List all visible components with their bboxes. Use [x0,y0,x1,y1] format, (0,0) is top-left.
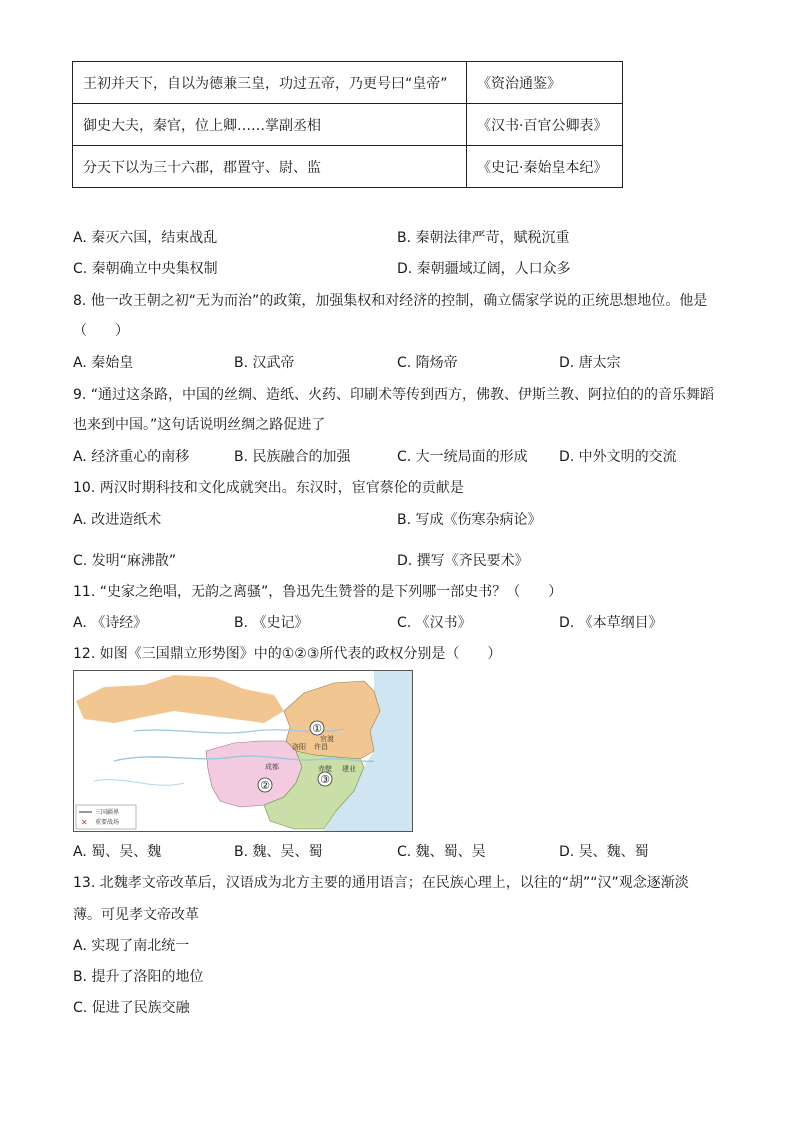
q12-option-d[interactable]: D. 吴、魏、蜀 [559,844,649,860]
q10-option-c[interactable]: C. 发明“麻沸散” [73,553,177,569]
q8-option-a[interactable]: A. 秦始皇 [73,355,134,371]
city-chibi: 赤壁 [318,765,332,773]
marker-1-label: ① [312,722,322,735]
q9-option-a[interactable]: A. 经济重心的南移 [73,449,190,465]
city-xuchang: 许昌 [314,743,328,751]
table-row [73,104,623,146]
q11-option-a[interactable]: A. 《诗经》 [73,615,148,631]
q12-option-c[interactable]: C. 魏、蜀、吴 [397,844,486,860]
q12-stem: 12. 如图《三国鼎立形势图》中的①②③所代表的政权分别是（ ） [73,646,502,662]
table-cell-source: 《史记·秦始皇本纪》 [467,146,623,188]
legend-battle-icon: ✕ [81,818,88,827]
city-guandu: 官渡 [320,735,334,743]
table-cell-source: 《资治通鉴》 [467,62,623,104]
table-row [73,62,623,104]
q8-option-b[interactable]: B. 汉武帝 [234,355,295,371]
map-svg [74,671,412,831]
q10-option-b[interactable]: B. 写成《伤寒杂病论》 [397,512,542,528]
table-cell-source: 《汉书·百官公卿表》 [467,104,623,146]
q10-option-d[interactable]: D. 撰写《齐民要术》 [397,553,529,569]
q13-option-c[interactable]: C. 促进了民族交融 [73,1000,190,1016]
q7-option-a[interactable]: A. 秦灭六国，结束战乱 [73,230,218,246]
city-chengdu: 成都 [265,763,279,771]
q11-stem: 11. “史家之绝唱，无韵之离骚”，鲁迅先生赞誉的是下列哪一部史书？（ ） [73,584,563,600]
q13-option-b[interactable]: B. 提升了洛阳的地位 [73,969,204,985]
q9-option-d[interactable]: D. 中外文明的交流 [559,449,677,465]
q13-option-a[interactable]: A. 实现了南北统一 [73,938,190,954]
q13-stem-line1: 13. 北魏孝文帝改革后，汉语成为北方主要的通用语言；在民族心理上，以往的“胡”“汉”观念逐渐淡 [73,875,689,891]
q11-option-c[interactable]: C. 《汉书》 [397,615,472,631]
table-cell-text: 分天下以为三十六郡，郡置守、尉、监 [73,146,467,188]
q8-option-c[interactable]: C. 隋炀帝 [397,355,458,371]
legend-border-label: 三国疆界 [95,809,120,816]
table-row [73,146,623,188]
q12-option-a[interactable]: A. 蜀、吴、魏 [73,844,162,860]
q7-option-c[interactable]: C. 秦朝确立中央集权制 [73,261,218,277]
marker-3-label: ③ [320,773,330,786]
table-cell-text: 王初并天下，自以为德兼三皇，功过五帝，乃更号曰“皇帝” [73,62,467,104]
table-cell-text: 御史大夫，秦官，位上卿……掌副丞相 [73,104,467,146]
q11-option-b[interactable]: B. 《史记》 [234,615,309,631]
q10-option-a[interactable]: A. 改进造纸术 [73,512,162,528]
legend-battle-label: 重要战场 [95,819,120,826]
q9-stem-line2: 也来到中国。”这句话说明丝绸之路促进了 [73,417,326,433]
q13-stem-line2: 薄。可见孝文帝改革 [73,907,199,923]
q8-option-d[interactable]: D. 唐太宗 [559,355,621,371]
three-kingdoms-map [73,670,413,832]
q8-stem-line1: 8. 他一改王朝之初“无为而治”的政策，加强集权和对经济的控制，确立儒家学说的正统思想地位。他是 [73,293,708,309]
q10-stem: 10. 两汉时期科技和文化成就突出。东汉时，宦官蔡伦的贡献是 [73,480,464,496]
q7-option-b[interactable]: B. 秦朝法律严苛，赋税沉重 [397,230,570,246]
source-table [72,61,623,188]
q9-option-c[interactable]: C. 大一统局面的形成 [397,449,528,465]
city-jianye: 建业 [342,765,356,773]
q7-option-d[interactable]: D. 秦朝疆域辽阔，人口众多 [397,261,571,277]
q9-option-b[interactable]: B. 民族融合的加强 [234,449,351,465]
q8-stem-line2: （ ） [73,323,129,339]
q12-option-b[interactable]: B. 魏、吴、蜀 [234,844,323,860]
city-luoyang: 洛阳 [292,743,306,751]
q11-option-d[interactable]: D. 《本草纲目》 [559,615,663,631]
marker-2-label: ② [260,779,270,792]
q9-stem-line1: 9. “通过这条路，中国的丝绸、造纸、火药、印刷术等传到西方，佛教、伊斯兰教、阿拉伯的的音乐舞蹈 [73,387,715,403]
